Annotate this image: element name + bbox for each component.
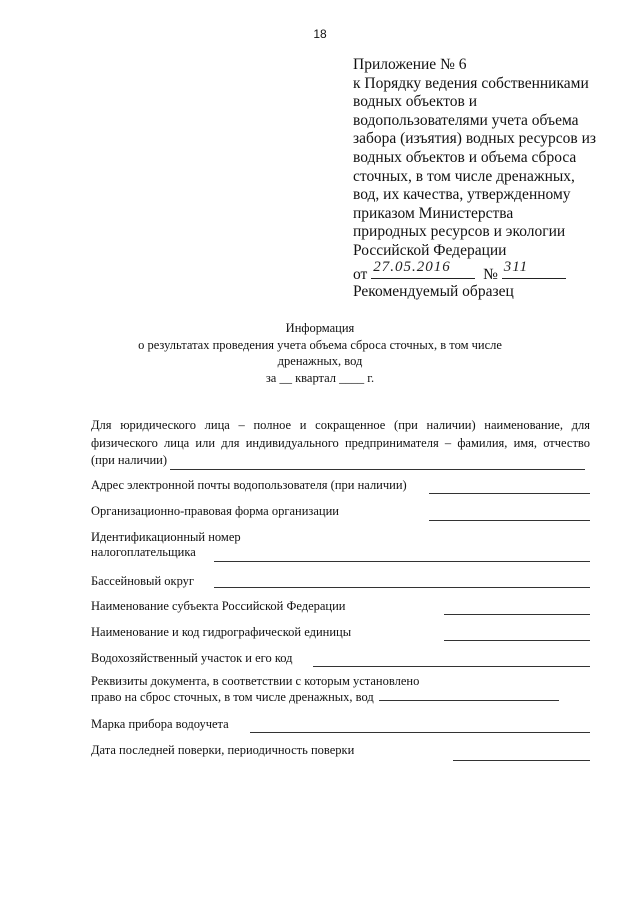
appendix-line: вод, их качества, утвержденному: [353, 186, 571, 204]
basin-label: Бассейновый округ: [91, 574, 195, 588]
requisites-input-line[interactable]: [379, 689, 559, 701]
verification-input-line[interactable]: [453, 760, 590, 761]
applicant-name-field: [91, 417, 590, 470]
appendix-header: [353, 56, 596, 284]
appendix-line: природных ресурсов и экологии: [353, 223, 566, 241]
appendix-line: к Порядку ведения собственниками: [353, 74, 589, 92]
date-line: [371, 258, 475, 279]
subject-input-line[interactable]: [444, 614, 590, 615]
basin-input-line[interactable]: [214, 587, 590, 588]
from-label: от: [353, 265, 368, 283]
title-line: Информация: [285, 321, 355, 335]
intro-line: (при наличии): [91, 453, 168, 467]
appendix-line: Приложение № 6: [353, 56, 467, 73]
title-line: о результатах проведения учета объема сброса сточных, в том числе: [138, 337, 502, 352]
requisites-label-text: право на сброс сточных, в том числе дренажных, вод: [91, 690, 374, 704]
applicant-name-input-line[interactable]: [170, 457, 585, 470]
water-area-input-line[interactable]: [313, 666, 590, 667]
intro-last-line: [91, 452, 590, 470]
intro-line: Для юридического лица – полное и сокращенное (при наличии) наименование, для: [91, 418, 590, 432]
number-label: №: [483, 265, 498, 283]
page-number: 18: [313, 27, 327, 41]
appendix-line: водных объектов и: [353, 93, 478, 111]
email-input-line[interactable]: [429, 493, 590, 494]
requisites-label-line2: [91, 689, 590, 705]
intro-line: физического лица или для индивидуального предпринимателя – фамилия, имя, отчество: [91, 435, 590, 450]
handwritten-number: 311: [503, 258, 529, 275]
verification-label: Дата последней поверки, периодичность поверки: [91, 743, 355, 757]
number-line: [502, 258, 566, 279]
hydro-unit-input-line[interactable]: [444, 640, 590, 641]
hydro-unit-label: Наименование и код гидрографической единицы: [91, 625, 352, 639]
email-label: Адрес электронной почты водопользователя (при наличии): [91, 478, 407, 492]
title-line: за __ квартал ____ г.: [265, 370, 375, 385]
document-title: [0, 320, 640, 386]
appendix-line: сточных, в том числе дренажных,: [353, 167, 575, 185]
meter-label: Марка прибора водоучета: [91, 717, 229, 731]
appendix-line: Российской Федерации: [353, 241, 507, 259]
water-area-label: Водохозяйственный участок и его код: [91, 651, 293, 665]
tin-label-line1: Идентификационный номер: [91, 530, 241, 544]
appendix-line: водных объектов и объема сброса: [353, 148, 577, 166]
appendix-line: водопользователями учета объема: [353, 111, 579, 129]
recommended-sample-label: Рекомендуемый образец: [353, 283, 514, 300]
handwritten-date: 27.05.2016: [373, 258, 451, 275]
meter-input-line[interactable]: [250, 732, 590, 733]
tin-label-line2: налогоплательщика: [91, 545, 196, 559]
tin-input-line[interactable]: [214, 561, 590, 562]
title-line: дренажных, вод: [277, 354, 363, 368]
legal-form-input-line[interactable]: [429, 520, 590, 521]
requisites-label-line1: Реквизиты документа, в соответствии с которым установлено: [91, 674, 420, 688]
appendix-line: приказом Министерства: [353, 204, 514, 222]
order-date-number: [353, 258, 596, 285]
legal-form-label: Организационно-правовая форма организации: [91, 504, 339, 518]
appendix-line: забора (изъятия) водных ресурсов из: [353, 130, 597, 148]
subject-label: Наименование субъекта Российской Федерации: [91, 599, 346, 613]
